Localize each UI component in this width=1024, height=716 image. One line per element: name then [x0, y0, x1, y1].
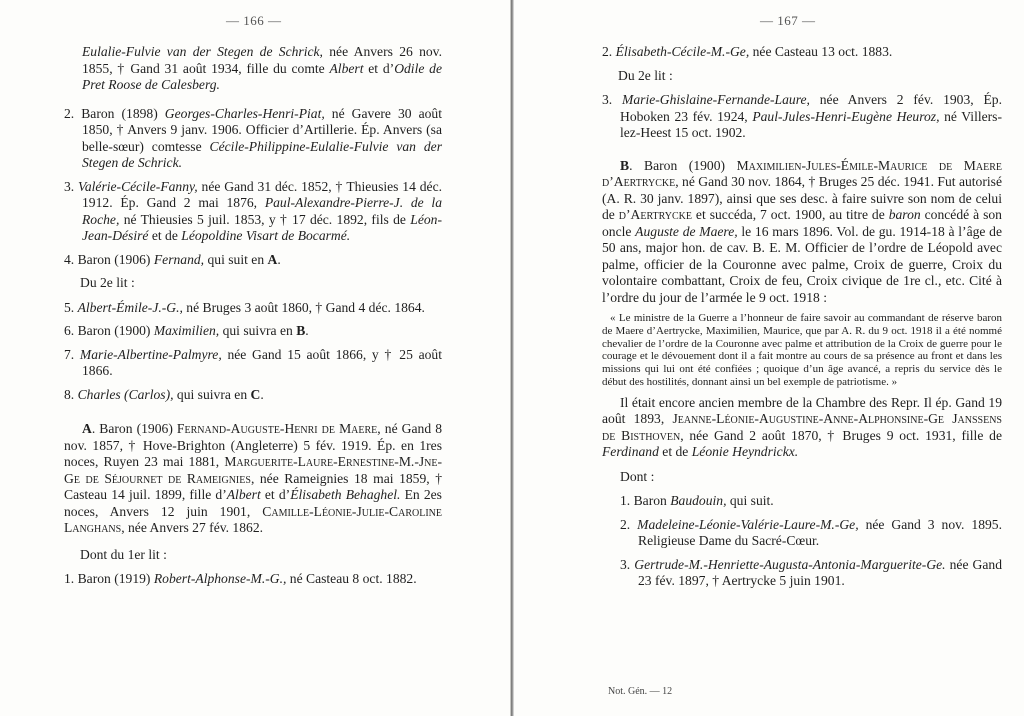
entry-7: 7. Marie-Albertine-Palmyre, née Gand 15 août 1866, y † 25 août 1866.: [64, 346, 442, 378]
left-text-column: [64, 44, 442, 595]
section-b-maximilien: B. Baron (1900) Maximilien-Jules-Émile-Maurice de Maere d’Aertrycke, né Gand 30 nov. 1864, † Bruges 25 déc. 1941. Fut autorisé (A. R. 30 janv. 1897), ainsi que ses desc. à faire suivre son nom de celui de d’Aertrycke et succéda, 7 oct. 1900, au titre de baron concédé à son oncle Auguste de Maere, le 16 mars 1896. Vol. de gu. 1914-18 à l’âge de 50 ans, major hon. de cav. B. E. M. Officier de l’ordre de Léopold avec palme, officier de la Couronne avec palme, Croix de guerre, Croix du volontaire combattant, Croix de feu, Croix civique de 1re cl., etc. Cité à l’ordre du jour de l’armée le 9 oct. 1918 :: [602, 157, 1002, 305]
entry-6: 6. Baron (1900) Maximilien, qui suivra en B.: [64, 323, 309, 338]
right-second-marriage-heading: Du 2e lit :: [618, 67, 673, 83]
entry-b1: 1. Baron Baudouin, qui suit.: [620, 493, 774, 509]
right-text-column: [602, 44, 1002, 597]
signature-mark: Not. Gén. — 12: [608, 686, 673, 697]
entry-b3: 3. Gertrude-M.-Henriette-Augusta-Antonia-Marguerite-Ge. née Gand 23 fév. 1897, † Aertrycke 5 juin 1901.: [620, 556, 1002, 589]
right-page: [512, 0, 1024, 716]
children-heading: Dont :: [620, 468, 655, 484]
second-marriage-heading: Du 2e lit :: [80, 275, 135, 290]
entry-8: 8. Charles (Carlos), qui suivra en C.: [64, 386, 264, 402]
first-marriage-children-heading: Dont du 1er lit :: [80, 546, 167, 562]
entry-a2: 2. Élisabeth-Cécile-M.-Ge, née Casteau 13 oct. 1883.: [602, 44, 893, 59]
section-a-fernand: A. Baron (1906) Fernand-Auguste-Henri de Maere, né Gand 8 nov. 1857, † Hove-Brighton (Angleterre) 5 fév. 1919. Ép. en 1res noces, Ruyen 23 mai 1881, Marguerite-Laure-Ernestine-M.-Jne-Ge de Séjournet de Rameignies, née Rameignies 18 mai 1859, † Casteau 14 juil. 1899, fille d’Albert et d’Élisabeth Behaghel. En 2es noces, Anvers 12 juin 1901, Camille-Léonie-Julie-Caroline Langhans, née Anvers 27 fév. 1862.: [64, 421, 442, 535]
entry-a3: 3. Marie-Ghislaine-Fernande-Laure, née Anvers 2 fév. 1903, Ép. Hoboken 23 fév. 1924, Paul-Jules-Henri-Eugène Heuroz, né Villers-lez-Heest 15 oct. 1902.: [602, 92, 1003, 140]
page-number-166: — 166 —: [226, 13, 282, 28]
entry-b2: 2. Madeleine-Léonie-Valérie-Laure-M.-Ge, née Gand 3 nov. 1895. Religieuse Dame du Sacré-Cœur.: [620, 516, 1002, 549]
citation-quote: « Le ministre de la Guerre a l’honneur de faire savoir au commandant de réserve baron de Maere d’Aertrycke, Maximilien, Maurice, que par A. R. du 9 oct. 1918 il a été nommé chevalier de l’ordre de la Couronne avec palme et attribution de la Croix de guerre pour le courage et le dévouement dont il a fait montre au cours de sa présence au front et dans les missions qui lui ont été confiées ; quoique d’un âge avancé, a repris du service dès le début des hostilités, donnant ainsi un bel exemple de patriotisme. »: [602, 312, 1002, 388]
entry-1-continuation: Eulalie-Fulvie van der Stegen de Schrick, née Anvers 26 nov. 1855, † Gand 31 août 1934, fille du comte Albert et d’Odile de Pret Roose de Calesberg.: [82, 44, 442, 92]
page-number-167: — 167 —: [760, 13, 816, 28]
entry-3: 3. Valérie-Cécile-Fanny, née Gand 31 déc. 1852, † Thieusies 14 déc. 1912. Ép. Gand 2 mai 1876, Paul-Alexandre-Pierre-J. de la Roche, né Thieusies 5 juil. 1853, y † 17 déc. 1892, fils de Léon-Jean-Désiré et de Léopoldine Visart de Bocarmé.: [64, 178, 443, 243]
entry-2: 2. Baron (1898) Georges-Charles-Henri-Piat, né Gavere 30 août 1850, † Anvers 9 janv. 1906. Officier d’Artillerie. Ép. Anvers (sa belle-sœur) comtesse Cécile-Philippine-Eulalie-Fulvie van der Stegen de Schrick.: [64, 105, 442, 170]
entry-5: 5. Albert-Émile-J.-G., né Bruges 3 août 1860, † Gand 4 déc. 1864.: [64, 299, 425, 315]
entry-a1: 1. Baron (1919) Robert-Alphonse-M.-G., né Casteau 8 oct. 1882.: [64, 571, 417, 586]
entry-4: 4. Baron (1906) Fernand, qui suit en A.: [64, 251, 281, 267]
marriage-paragraph: Il était encore ancien membre de la Chambre des Repr. Il ép. Gand 19 août 1893, Jeanne-Léonie-Augustine-Anne-Alphonsine-Ge Janssens de Bisthoven, née Gand 2 août 1870, † Bruges 9 oct. 1931, fille de Ferdinand et de Léonie Heyndrickx.: [602, 394, 1002, 460]
